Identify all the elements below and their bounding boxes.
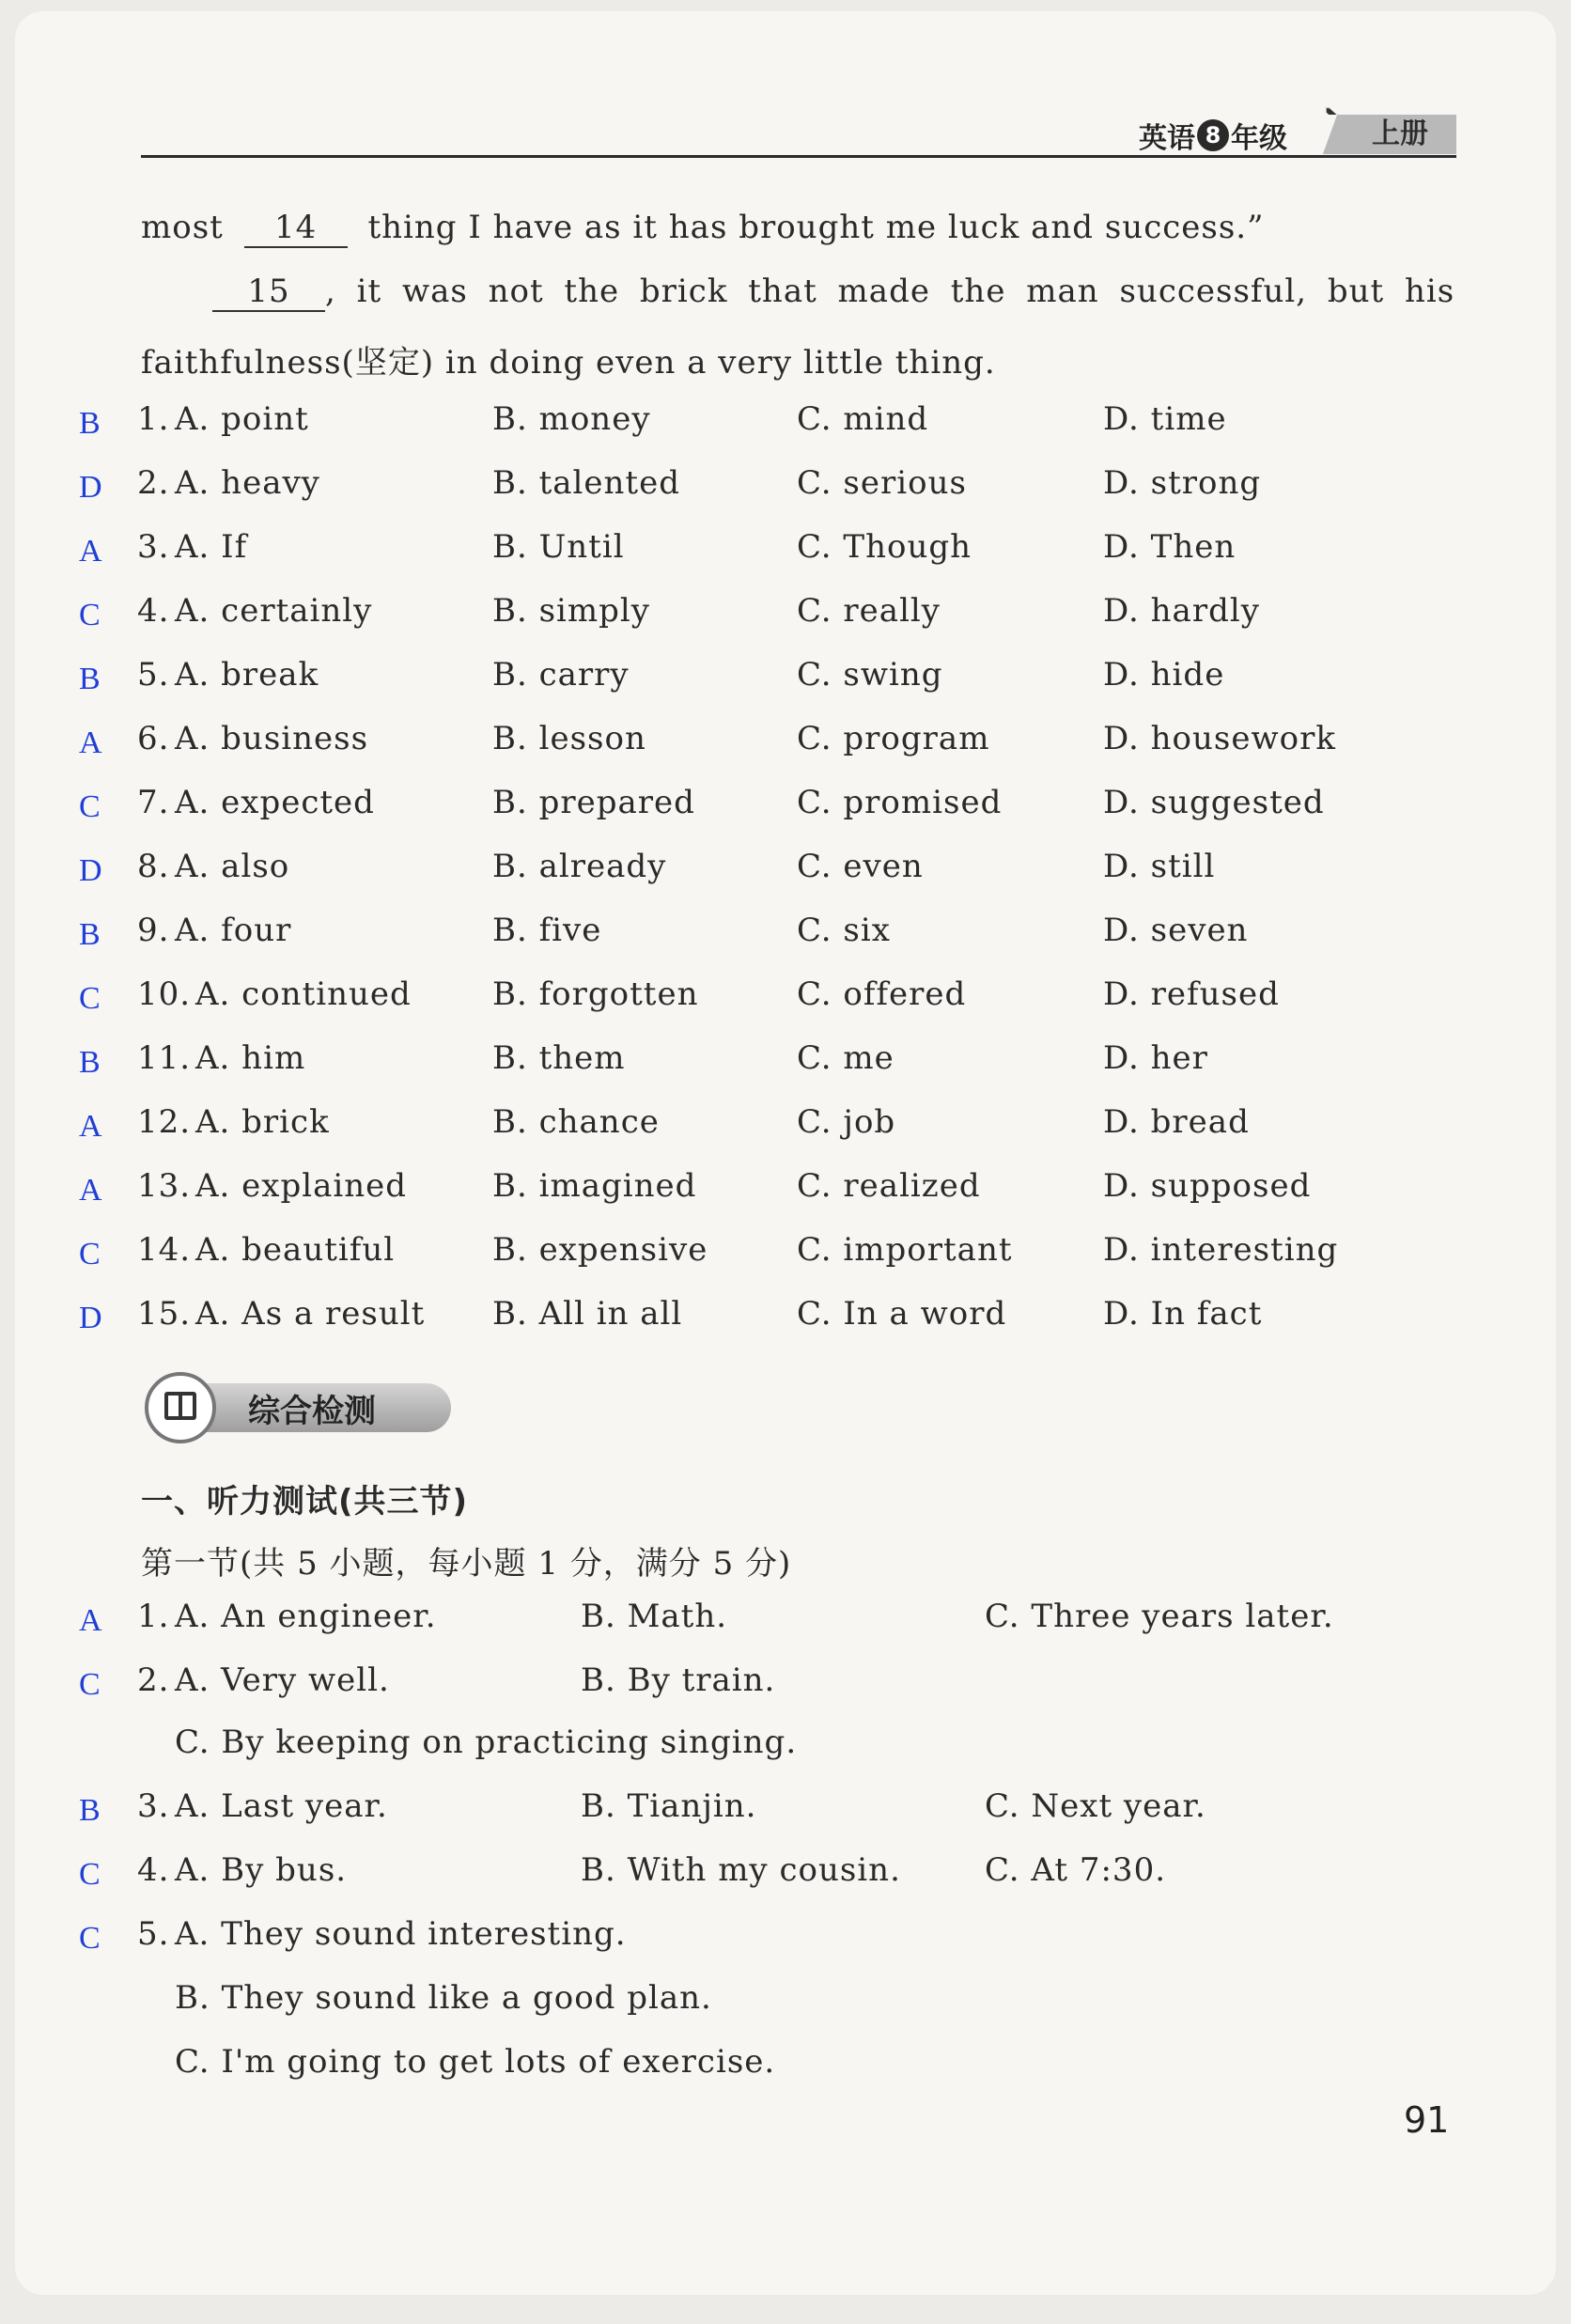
option-c: C. Three years later. <box>985 1598 1334 1635</box>
option-a: A. Very well. <box>175 1661 390 1699</box>
option-d: D. Then <box>1103 528 1237 566</box>
cloze-question-row <box>15 848 1518 904</box>
option-b: B. talented <box>492 464 680 502</box>
option-d: D. her <box>1103 1039 1208 1077</box>
answer-mark: A <box>79 725 102 760</box>
option-c: C. really <box>797 592 941 630</box>
question-number: 10. <box>137 975 192 1013</box>
option-d: D. hide <box>1103 656 1225 694</box>
question-number: 13. <box>137 1167 192 1205</box>
answer-mark: D <box>79 853 102 888</box>
option-d: D. strong <box>1103 464 1262 502</box>
answer-mark: C <box>79 1667 101 1702</box>
answer-mark: B <box>79 662 101 696</box>
passage-line-2 <box>212 273 1454 312</box>
option-c: C. job <box>797 1103 896 1141</box>
option-c: C. serious <box>797 464 967 502</box>
option-a: A. break <box>175 656 319 694</box>
option-c: C. six <box>797 912 891 949</box>
option-a: A. explained <box>195 1167 408 1205</box>
option-d: D. refused <box>1103 975 1280 1013</box>
question-number: 5. <box>137 1915 170 1953</box>
header-rule <box>141 155 1456 158</box>
cloze-question-row <box>15 912 1518 968</box>
banner-circle <box>145 1372 216 1443</box>
option-d: D. still <box>1103 848 1216 885</box>
listening-question-2-continued <box>15 1724 1518 1780</box>
answer-mark: C <box>79 1237 101 1271</box>
page-header <box>141 113 1456 158</box>
cloze-question-row <box>15 1295 1518 1351</box>
listening-question-4 <box>15 1851 1518 1908</box>
volume-tab: 上册 <box>1315 115 1456 154</box>
option-a: A. By bus. <box>175 1851 348 1889</box>
cloze-question-row <box>15 1103 1518 1160</box>
option-c: C. Next year. <box>985 1787 1206 1825</box>
option-d: D. In fact <box>1103 1295 1263 1333</box>
option-b: B. With my cousin. <box>581 1851 901 1889</box>
question-number: 4. <box>137 592 170 630</box>
grade-badge: 8 <box>1197 119 1229 151</box>
option-b: B. Tianjin. <box>581 1787 757 1825</box>
cloze-question-row <box>15 400 1518 457</box>
question-number: 3. <box>137 1787 170 1825</box>
option-a: A. business <box>175 720 369 757</box>
option-a: A. expected <box>175 784 375 821</box>
option-a: A. If <box>175 528 248 566</box>
option-a: A. four <box>175 912 292 949</box>
listening-question-5-option-b <box>15 1979 1518 2035</box>
option-a: A. heavy <box>175 464 320 502</box>
option-d: D. housework <box>1103 720 1336 757</box>
option-b: B. Math. <box>581 1598 728 1635</box>
option-c: C. I'm going to get lots of exercise. <box>175 2043 776 2081</box>
option-c: C. promised <box>797 784 1003 821</box>
option-b: B. Until <box>492 528 625 566</box>
option-b: B. imagined <box>492 1167 697 1205</box>
option-d: D. bread <box>1103 1103 1250 1141</box>
answer-mark: C <box>79 1857 101 1892</box>
listening-question-5-option-c <box>15 2043 1518 2099</box>
option-d: D. interesting <box>1103 1231 1339 1269</box>
option-c: C. program <box>797 720 990 757</box>
option-c: C. realized <box>797 1167 981 1205</box>
answer-mark: C <box>79 981 101 1016</box>
passage-text: , it was not the brick that made the man successful, but his <box>325 273 1455 310</box>
listening-question-2 <box>15 1661 1518 1718</box>
cloze-question-row <box>15 975 1518 1032</box>
option-b: B. five <box>492 912 602 949</box>
section-banner <box>145 1372 455 1438</box>
option-b: B. carry <box>492 656 630 694</box>
cloze-question-row <box>15 784 1518 840</box>
option-b: B. They sound like a good plan. <box>175 1979 712 2017</box>
option-c: C. In a word <box>797 1295 1007 1333</box>
option-c: C. even <box>797 848 924 885</box>
option-b: B. chance <box>492 1103 660 1141</box>
question-number: 15. <box>137 1295 192 1333</box>
cloze-question-row <box>15 464 1518 521</box>
cloze-question-row <box>15 592 1518 648</box>
question-number: 14. <box>137 1231 192 1269</box>
header-grade-suffix: 年级 <box>1231 122 1287 155</box>
answer-mark: A <box>79 534 102 569</box>
option-c: C. Though <box>797 528 972 566</box>
book-icon <box>164 1392 196 1420</box>
passage-text: thing I have as it has brought me luck and success.” <box>367 209 1265 246</box>
option-b: B. expensive <box>492 1231 708 1269</box>
cloze-question-row <box>15 528 1518 585</box>
cloze-question-row <box>15 1039 1518 1096</box>
option-b: B. them <box>492 1039 626 1077</box>
option-a: A. They sound interesting. <box>175 1915 627 1953</box>
question-number: 5. <box>137 656 170 694</box>
option-b: B. prepared <box>492 784 695 821</box>
option-b: B. simply <box>492 592 651 630</box>
option-a: A. An engineer. <box>175 1598 437 1635</box>
option-a: A. also <box>175 848 290 885</box>
option-a: A. brick <box>195 1103 330 1141</box>
question-number: 1. <box>137 400 170 438</box>
answer-mark: D <box>79 1301 102 1335</box>
question-number: 12. <box>137 1103 192 1141</box>
answer-mark: A <box>79 1173 102 1208</box>
question-number: 11. <box>137 1039 192 1077</box>
answer-mark: A <box>79 1109 102 1144</box>
question-number: 7. <box>137 784 170 821</box>
answer-mark: D <box>79 470 102 505</box>
listening-question-1 <box>15 1598 1518 1654</box>
question-number: 2. <box>137 464 170 502</box>
question-number: 9. <box>137 912 170 949</box>
option-c: C. mind <box>797 400 929 438</box>
banner-title: 综合检测 <box>248 1393 376 1430</box>
question-number: 4. <box>137 1851 170 1889</box>
option-a: A. point <box>175 400 309 438</box>
answer-mark: C <box>79 598 101 632</box>
option-b: B. money <box>492 400 651 438</box>
cloze-question-row <box>15 1231 1518 1287</box>
passage-text: most <box>141 209 224 246</box>
question-number: 1. <box>137 1598 170 1635</box>
blank-15: 15 <box>212 273 325 312</box>
header-title <box>1139 115 1287 156</box>
option-b: B. lesson <box>492 720 646 757</box>
option-a: A. continued <box>195 975 412 1013</box>
option-b: B. All in all <box>492 1295 683 1333</box>
option-d: D. supposed <box>1103 1167 1312 1205</box>
option-c: C. offered <box>797 975 967 1013</box>
option-d: D. time <box>1103 400 1227 438</box>
cloze-question-row <box>15 656 1518 712</box>
cloze-question-row <box>15 720 1518 776</box>
option-c: C. By keeping on practicing singing. <box>175 1724 798 1761</box>
question-number: 8. <box>137 848 170 885</box>
option-d: D. seven <box>1103 912 1249 949</box>
workbook-page <box>15 11 1556 2295</box>
option-a: A. Last year. <box>175 1787 388 1825</box>
question-number: 6. <box>137 720 170 757</box>
listening-question-5 <box>15 1915 1518 1972</box>
option-b: B. forgotten <box>492 975 699 1013</box>
answer-mark: B <box>79 1793 101 1828</box>
passage-line-1 <box>141 209 1264 248</box>
page-number: 91 <box>1404 2099 1450 2141</box>
passage-line-3: faithfulness(坚定) in doing even a very little thing. <box>141 344 996 382</box>
answer-mark: C <box>79 789 101 824</box>
header-subject: 英语 <box>1139 122 1195 155</box>
question-number: 2. <box>137 1661 170 1699</box>
answer-mark: C <box>79 1921 101 1956</box>
answer-mark: B <box>79 406 101 441</box>
option-a: A. certainly <box>175 592 373 630</box>
answer-mark: A <box>79 1603 102 1638</box>
listening-subheading: 第一节(共 5 小题，每小题 1 分，满分 5 分) <box>141 1545 792 1583</box>
option-b: B. already <box>492 848 667 885</box>
option-d: D. suggested <box>1103 784 1325 821</box>
answer-mark: B <box>79 917 101 952</box>
option-a: A. him <box>195 1039 306 1077</box>
option-c: C. important <box>797 1231 1013 1269</box>
option-b: B. By train. <box>581 1661 776 1699</box>
question-number: 3. <box>137 528 170 566</box>
option-a: A. As a result <box>195 1295 426 1333</box>
listening-heading: 一、听力测试(共三节) <box>141 1483 469 1521</box>
cloze-question-row <box>15 1167 1518 1224</box>
option-c: C. At 7:30. <box>985 1851 1167 1889</box>
option-c: C. me <box>797 1039 894 1077</box>
option-c: C. swing <box>797 656 943 694</box>
option-a: A. beautiful <box>195 1231 396 1269</box>
option-d: D. hardly <box>1103 592 1260 630</box>
blank-14: 14 <box>244 209 348 248</box>
answer-mark: B <box>79 1045 101 1080</box>
listening-question-3 <box>15 1787 1518 1844</box>
